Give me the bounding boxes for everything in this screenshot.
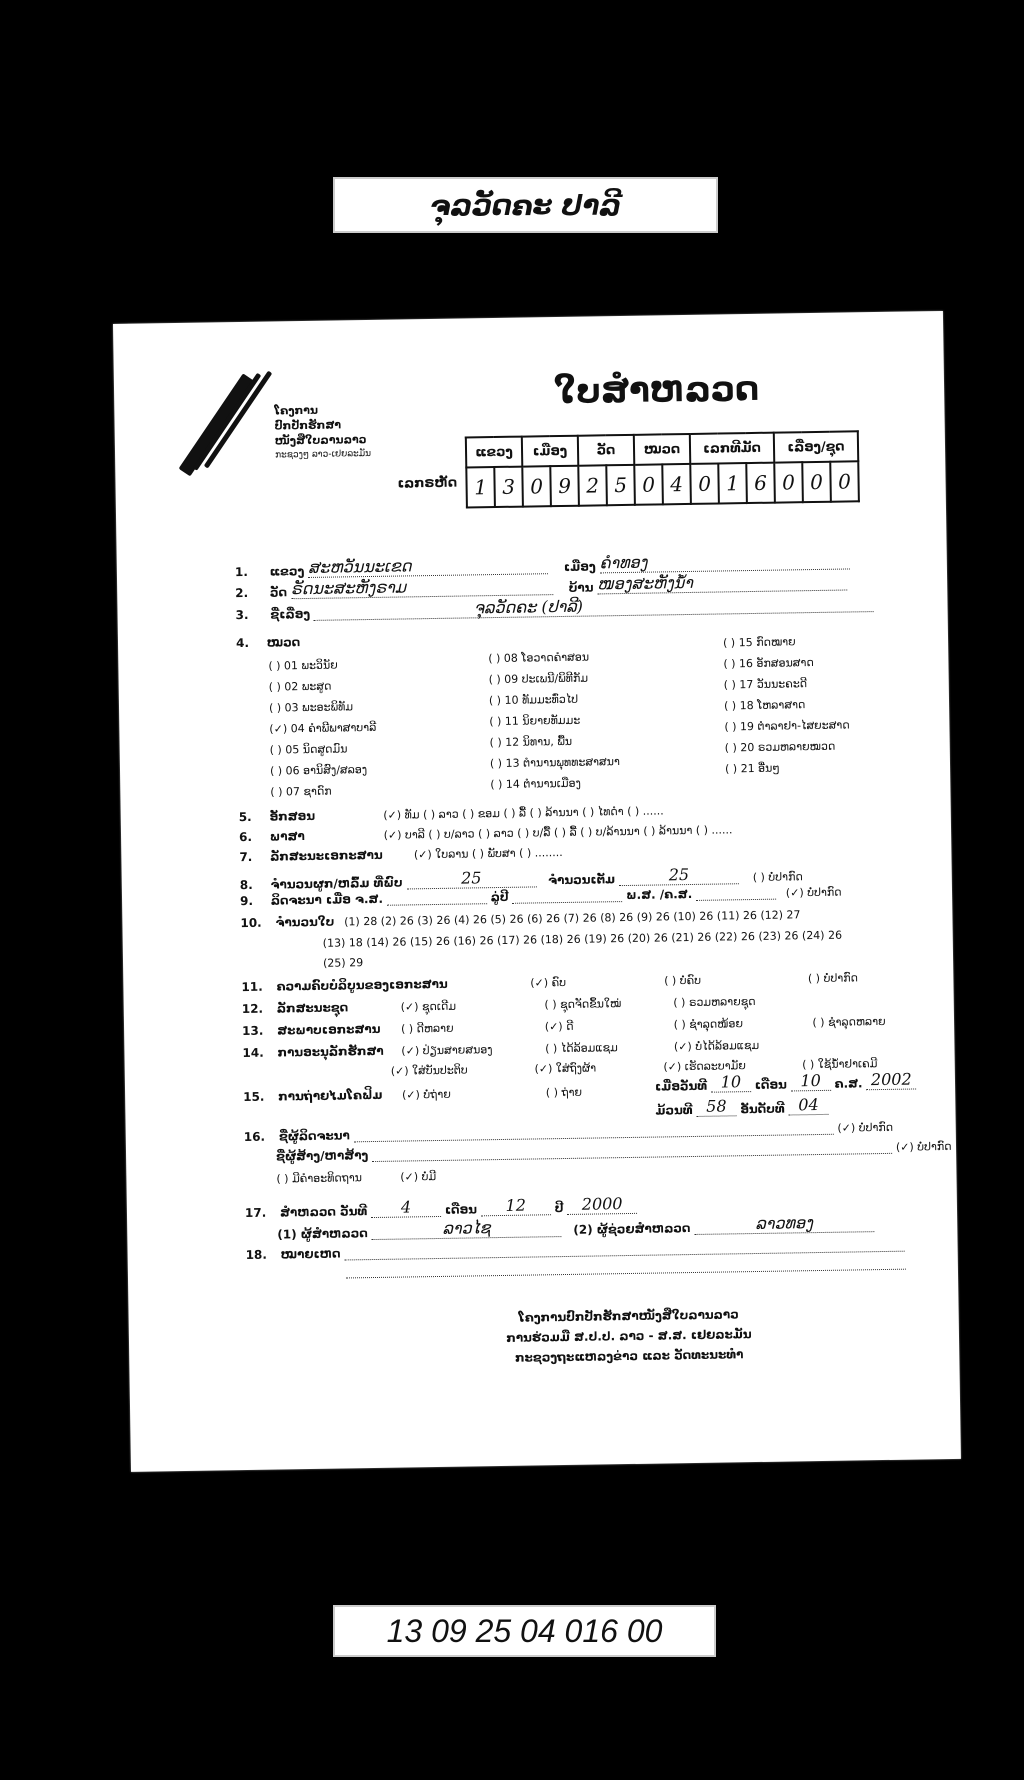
field-label: ມ້ວນທີ bbox=[655, 1102, 693, 1118]
microfilm-month: 10 bbox=[790, 1071, 830, 1092]
complete-option[interactable]: (✓) ຄົບ bbox=[530, 975, 567, 990]
field-number: 3. bbox=[235, 607, 249, 623]
field-label: ໝວດ bbox=[266, 635, 301, 650]
field-14 bbox=[242, 1038, 759, 1060]
ref-digit: 0 bbox=[690, 464, 719, 504]
field-label: ການອະນຸລັກຮັກສາ bbox=[277, 1043, 384, 1060]
footer-block bbox=[429, 1303, 830, 1369]
prayer-option[interactable]: (✓) ບໍ່ມີ bbox=[400, 1170, 437, 1184]
field-label: ພ.ສ. /ຄ.ສ. bbox=[626, 886, 693, 903]
set-option[interactable]: ( ) ຣວມຫລາຍຊຸດ bbox=[673, 994, 756, 1010]
logo-line: ໜັງສືໃບລານລາວ bbox=[274, 433, 367, 448]
microfilm-option[interactable]: ( ) ຖ່າຍ bbox=[545, 1085, 583, 1100]
category-option[interactable]: ( ) 06 ອານິສົງ/ສລອງ bbox=[269, 763, 368, 778]
field-number: 6. bbox=[238, 829, 253, 845]
field-11 bbox=[241, 970, 858, 994]
field-label: ລັກສະນະເອກະສານ bbox=[270, 847, 383, 864]
category-option[interactable]: ( ) 01 ພະວິນັຍ bbox=[268, 658, 338, 673]
field-label: ລິດຈະນາ ເມື່ອ ຈ.ສ. bbox=[270, 891, 384, 908]
category-option[interactable]: ( ) 08 ໂອວາດຄຳສອນ bbox=[488, 650, 590, 666]
form-title: ໃບສໍາຫລວດ bbox=[553, 368, 760, 413]
not-found-option[interactable]: (✓) ບໍ່ປາກົດ bbox=[837, 1120, 894, 1135]
not-found-option[interactable]: ( ) ບໍ່ປາກົດ bbox=[807, 971, 859, 986]
leaf-count-line: (25) 29 bbox=[322, 956, 364, 970]
village-value: ໜອງສະຫັງນ້ຳ bbox=[597, 571, 847, 595]
field-label: ອັກສອນ bbox=[269, 808, 316, 824]
conservation-option[interactable]: ( ) ໄດ້ລ້ອມແຊມ bbox=[545, 1041, 618, 1056]
condition-option[interactable]: (✓) ດີ bbox=[544, 1019, 574, 1034]
ref-digit: 6 bbox=[746, 463, 775, 503]
field-number: 14. bbox=[242, 1045, 264, 1061]
microfilm-option[interactable]: (✓) ບໍ່ຖ່າຍ bbox=[401, 1087, 451, 1102]
ref-header: ວັດ bbox=[578, 435, 634, 466]
field-label: ພາສາ bbox=[269, 829, 305, 844]
field-number: 15. bbox=[243, 1089, 265, 1105]
category-option[interactable]: ( ) 18 ໂຫລາສາດ bbox=[723, 698, 806, 713]
field-label: ສໍາຫລວດ ວັນທີ bbox=[279, 1204, 368, 1220]
logo-stripe bbox=[193, 373, 262, 471]
field-label: ເມື່ອວັນທີ bbox=[654, 1078, 708, 1094]
ref-digit: 0 bbox=[802, 462, 831, 502]
ref-header: ເມືອງ bbox=[522, 436, 578, 467]
field-label: (2) ຜູ້ຊ່ວຍສໍາຫລວດ bbox=[573, 1221, 691, 1237]
set-option[interactable]: ( ) ຊຸດຈັດຂຶ້ນໃໝ່ bbox=[544, 997, 622, 1012]
field-label: ຈຳນວນເຕັມ bbox=[548, 872, 616, 888]
field-number: 18. bbox=[245, 1247, 268, 1263]
not-found-option[interactable]: (✓) ບໍ່ປາກົດ bbox=[785, 885, 842, 900]
field-number: 11. bbox=[241, 979, 263, 995]
conservation-option[interactable]: (✓) ເຮັດລະບາມັຍ bbox=[663, 1059, 746, 1074]
language-options[interactable]: (✓) ບາລີ ( ) ບ/ລາວ ( ) ລາວ ( ) ບ/ລື້ ( ) ລື້ ( ) ບ/ລ້ານນາ ( ) ລ້ານນາ ( ) ...... bbox=[383, 823, 733, 842]
reel-value: 58 bbox=[696, 1096, 736, 1117]
fascicles-total-value: 25 bbox=[619, 864, 739, 886]
category-option[interactable]: (✓) 04 ຄຳພີພາສາບາລີ bbox=[269, 720, 377, 736]
top-title-text: ຈຸລວັດຄະ ປາລີ bbox=[430, 188, 621, 222]
title-value: ຈຸລວັດຄະ (ປາລີ) bbox=[314, 592, 874, 621]
ref-header: ໝວດ bbox=[634, 434, 690, 465]
field-label: ເດືອນ bbox=[754, 1077, 787, 1093]
category-col-1 bbox=[268, 654, 377, 803]
field-label: ຄ.ສ. bbox=[834, 1076, 863, 1091]
ref-code-label: ເລກຣຫັດ bbox=[397, 475, 458, 492]
field-label: ຈຳນວນໃບ bbox=[275, 914, 335, 930]
category-option[interactable]: ( ) 02 ພະສູດ bbox=[268, 679, 332, 694]
field-number: 4. bbox=[235, 635, 250, 651]
field-label: ການຖ່າຍໄມໂຄຟິມ bbox=[278, 1087, 383, 1104]
field-16c bbox=[276, 1169, 436, 1186]
microfilm-day: 10 bbox=[711, 1072, 751, 1093]
field-number: 12. bbox=[241, 1001, 264, 1017]
logo-line: ກະຊວງໆ ລາວ-ເຢຍລະມັນ bbox=[275, 448, 372, 461]
conservation-option[interactable]: ( ) ໃຊ້ນ້ຳຢາເຄມີ bbox=[802, 1057, 878, 1072]
material-options[interactable]: (✓) ໃບລານ ( ) ພັບສາ ( ) ........ bbox=[413, 846, 563, 862]
logo-line: ໂຄງການ bbox=[274, 403, 319, 418]
district-value: ຄຳທອງ bbox=[599, 549, 849, 573]
field-number: 17. bbox=[244, 1205, 267, 1221]
field-label: ຄວາມຄົບບໍລິບູນຂອງເອກະສານ bbox=[276, 976, 448, 994]
field-16b bbox=[276, 1139, 952, 1164]
category-option[interactable]: ( ) 16 ອັກສອນສາດ bbox=[723, 656, 814, 671]
ref-digit: 3 bbox=[494, 467, 523, 507]
category-option[interactable]: ( ) 14 ຕຳນານເມືອງ bbox=[490, 776, 581, 792]
logo-line: ປົກປັກຮັກສາ bbox=[274, 418, 342, 433]
conservation-option[interactable]: (✓) ປ່ຽນສາຍສນອງ bbox=[401, 1043, 493, 1058]
footer-line: ກະຊວງຖະແຫລງຂ່າວ ແລະ ວັດທະນະທຳ bbox=[515, 1347, 744, 1365]
survey-month: 12 bbox=[481, 1195, 551, 1216]
ref-digit: 0 bbox=[522, 466, 551, 506]
field-label: ຊື່ຜູ້ສ້າງ/ຫາສ້າງ bbox=[275, 1148, 369, 1164]
ref-header: ເລກທີມັດ bbox=[690, 433, 774, 464]
ref-header: ເລື່ອງ/ຊຸດ bbox=[774, 431, 858, 462]
assistant-value: ລາວທອງ bbox=[694, 1212, 874, 1235]
field-label: ວັດ bbox=[269, 585, 288, 600]
field-number: 16. bbox=[243, 1129, 266, 1145]
field-number: 9. bbox=[239, 893, 254, 909]
microfilm-date bbox=[655, 1069, 917, 1093]
incomplete-option[interactable]: ( ) ບໍ່ຄົບ bbox=[664, 973, 702, 988]
logo-text bbox=[274, 402, 371, 464]
leaf-count-line: (13) 18 (14) 26 (15) 26 (16) 26 (17) 26 (18) 26 (19) 26 (20) 26 (21) 26 (22) 26 (23) 26 (24) 26 bbox=[322, 928, 843, 950]
field-label: ເມືອງ bbox=[563, 559, 596, 574]
field-number: 5. bbox=[238, 809, 252, 825]
condition-option[interactable]: ( ) ຊຳລຸດໜ້ອຍ bbox=[673, 1017, 744, 1032]
conservation-option[interactable]: (✓) ໃສ່ຖົງຜ້າ bbox=[534, 1061, 597, 1076]
category-option[interactable]: ( ) 13 ຕຳນານພຸທທະສາສນາ bbox=[489, 755, 621, 771]
top-title-label bbox=[333, 177, 718, 233]
category-option[interactable]: ( ) 03 ພະອະພິທັມ bbox=[268, 700, 354, 715]
field-number: 8. bbox=[239, 877, 253, 893]
category-option[interactable]: ( ) 19 ຕຳລາຢາ-ໄສຍະສາດ bbox=[724, 718, 850, 734]
field-6 bbox=[239, 822, 733, 844]
condition-option[interactable]: ( ) ດີຫລາຍ bbox=[400, 1021, 454, 1036]
condition-option[interactable]: ( ) ຊຳລຸດຫລາຍ bbox=[812, 1014, 886, 1030]
ref-digit: 0 bbox=[830, 461, 859, 501]
field-12 bbox=[242, 994, 756, 1016]
field-number: 13. bbox=[242, 1023, 264, 1039]
ref-digit: 0 bbox=[634, 464, 663, 504]
province-value: ສະຫວັນນະເຂດ bbox=[308, 554, 548, 578]
prayer-option[interactable]: ( ) ມີຄຳອະທິດຖານ bbox=[276, 1171, 363, 1186]
field-10 bbox=[240, 907, 800, 930]
logo-stripe bbox=[179, 373, 255, 476]
category-option[interactable]: ( ) 07 ຊາດົກ bbox=[270, 784, 332, 799]
temple-value: ຣັດນະສະຫັງຣາມ bbox=[291, 575, 553, 599]
microfilm-year: 2002 bbox=[866, 1069, 916, 1090]
category-option[interactable]: ( ) 21 ອື່ນໆ bbox=[724, 761, 780, 776]
field-number: 7. bbox=[239, 849, 253, 865]
bottom-code-text: 13 09 25 04 016 00 bbox=[386, 1612, 663, 1649]
conservation-option[interactable]: (✓) ບໍ່ໄດ້ລ້ອມແຊມ bbox=[673, 1038, 760, 1054]
category-option[interactable]: ( ) 05 ນິດສູດມົນ bbox=[269, 742, 348, 757]
ref-digit: 5 bbox=[606, 465, 635, 505]
conservation-option[interactable]: (✓) ໃສ່ບັນປະຕິບ bbox=[390, 1063, 468, 1078]
ref-digit: 1 bbox=[466, 467, 495, 507]
ref-digit: 9 bbox=[550, 466, 579, 506]
survey-year: 2000 bbox=[567, 1194, 637, 1215]
field-label: ຈຳນວນຜູກ/ຫລົ້ມ ທີ່ພົບ bbox=[270, 875, 403, 892]
field-label: ຊື່ຜູ້ລິດຈະນາ bbox=[278, 1128, 350, 1144]
not-found-option[interactable]: ( ) ບໍ່ປາກົດ bbox=[752, 870, 803, 885]
ref-header: ແຂວງ bbox=[466, 437, 522, 468]
category-option[interactable]: ( ) 17 ວັນນະຄະດີ bbox=[723, 677, 808, 692]
category-option[interactable]: ( ) 11 ນິຍາຍທັມມະ bbox=[489, 713, 581, 729]
field-number: 1. bbox=[234, 564, 248, 580]
microfilm-reel bbox=[655, 1095, 828, 1118]
leaf-count-line: (1) 28 (2) 26 (3) 26 (4) 26 (5) 26 (6) 26 (7) 26 (8) 26 (9) 26 (10) 26 (11) 26 (12) 27 bbox=[344, 908, 801, 929]
field-label: ປີ bbox=[554, 1201, 564, 1216]
ref-digit: 0 bbox=[774, 462, 803, 502]
field-label: ຊື່ເລື່ອງ bbox=[270, 606, 311, 622]
category-col-2 bbox=[488, 646, 620, 795]
field-label: (1) ຜູ້ສໍາຫລວດ bbox=[277, 1226, 368, 1242]
not-found-option[interactable]: (✓) ບໍ່ປາກົດ bbox=[895, 1139, 952, 1154]
field-label: ລັກສະນະຊຸດ bbox=[276, 1000, 349, 1016]
field-number: 2. bbox=[235, 585, 249, 601]
category-option[interactable]: ( ) 15 ກົດໝາຍ bbox=[722, 635, 796, 650]
field-5 bbox=[239, 803, 664, 824]
set-option[interactable]: (✓) ຊຸດເດີມ bbox=[400, 999, 457, 1014]
category-col-3 bbox=[723, 630, 851, 779]
field-15 bbox=[243, 1083, 671, 1104]
field-label: ສະພາບເອກະສານ bbox=[277, 1021, 381, 1038]
field-13 bbox=[242, 1014, 886, 1038]
footer-line: ການຮ່ວມມື ສ.ປ.ປ. ລາວ - ສ.ສ. ເຢຍລະມັນ bbox=[506, 1327, 752, 1345]
surveyor-value: ລາວໄຊ bbox=[371, 1217, 561, 1240]
field-label: ເດືອນ bbox=[444, 1202, 478, 1217]
ref-digit: 1 bbox=[718, 463, 747, 503]
field-7 bbox=[239, 845, 562, 864]
field-label: ອັນດັບທີ bbox=[740, 1101, 785, 1117]
ref-digit: 2 bbox=[578, 465, 607, 505]
field-label: ແຂວງ bbox=[269, 564, 305, 579]
field-label: ລູ່ປີ bbox=[490, 889, 509, 905]
survey-day: 4 bbox=[371, 1197, 441, 1218]
sequence-value: 04 bbox=[788, 1095, 828, 1116]
category-option[interactable]: ( ) 12 ນິທານ, ພື້ນ bbox=[489, 734, 573, 750]
field-number: 10. bbox=[240, 915, 262, 931]
survey-form-sheet bbox=[113, 311, 961, 1472]
category-option[interactable]: ( ) 20 ຣວມຫລາຍໝວດ bbox=[724, 739, 836, 755]
fascicles-found-value: 25 bbox=[406, 867, 536, 889]
script-options[interactable]: (✓) ທັມ ( ) ລາວ ( ) ຂອມ ( ) ລື້ ( ) ລ້ານນາ ( ) ໄທດຳ ( ) ...... bbox=[383, 804, 664, 822]
category-option[interactable]: ( ) 09 ປະເພນີ/ພິທີກັມ bbox=[488, 671, 589, 687]
bottom-code-label bbox=[333, 1605, 716, 1657]
ref-code-table bbox=[465, 430, 860, 508]
footer-line: ໂຄງການປົກປັກຮັກສາໜັງສືໃບລານລາວ bbox=[518, 1307, 739, 1325]
field-label: ບ້ານ bbox=[568, 580, 594, 595]
ref-digit: 4 bbox=[662, 464, 691, 504]
ref-digit-row bbox=[466, 461, 859, 507]
category-option[interactable]: ( ) 10 ທັມມະທົ່ວໄປ bbox=[488, 692, 579, 708]
field-4 bbox=[236, 635, 300, 650]
field-label: ໝາຍເຫດ bbox=[280, 1246, 341, 1262]
